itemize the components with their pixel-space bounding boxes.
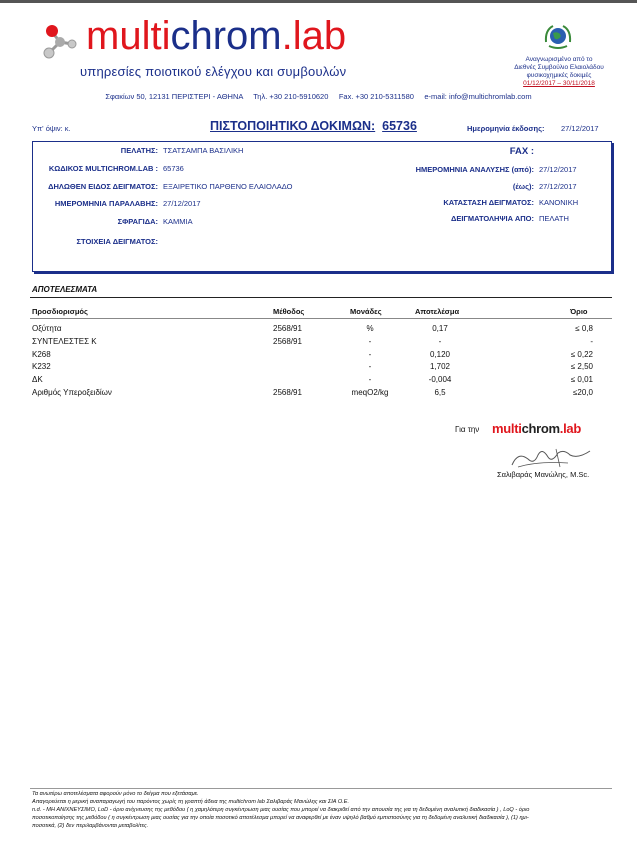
certificate-title-text: ΠΙΣΤΟΠΟΙΗΤΙΚΟ ΔΟΚΙΜΩΝ:	[210, 119, 376, 133]
footer-line: Απαγορεύεται η μερική αναπαραγωγή του παρόντος χωρίς τη γραπτή άδεια της multichrom lab Σαλιβαράς Μανώλης και ΣΙΑ Ο.Ε.	[32, 799, 350, 805]
accreditation-line: φυσικοχημικές δοκιμές	[526, 72, 592, 79]
address-street: Σφακίων 50, 12131 ΠΕΡΙΣΤΕΡΙ - ΑΘΗΝΑ	[105, 92, 243, 101]
accreditation-line: Διεθνές Συμβούλιο Ελαιολάδου	[514, 64, 604, 71]
code-value: 65736	[163, 164, 184, 173]
client-value: ΤΣΑΤΣΑΜΠΑ ΒΑΣΙΛΙΚΗ	[163, 146, 244, 155]
analysis-to-label: (έως):	[512, 182, 534, 191]
cell-result: -0,004	[428, 375, 452, 385]
molecule-logo-icon	[40, 22, 80, 62]
cell-limit: ≤ 2,50	[570, 362, 593, 372]
cell-method: 2568/91	[273, 324, 302, 333]
cell-unit: %	[366, 324, 374, 333]
cell-parameter: ΔΚ	[32, 375, 43, 385]
footer-line: Τα ανωτέρω αποτελέσματα αφορούν μόνο το δείγμα που εξετάσαμε.	[32, 791, 199, 797]
sampling-label: ΔΕΙΓΜΑΤΟΛΗΨΙΑ ΑΠΟ:	[450, 214, 534, 223]
certificate-title	[210, 119, 417, 133]
accreditation-line: Αναγνωρισμένο από το	[525, 56, 593, 63]
signature-brand-logo: multichrom.lab	[492, 421, 581, 436]
cell-parameter: K232	[32, 362, 51, 372]
address-email: e-mail: info@multichromlab.com	[424, 92, 532, 101]
declared-type-label: ΔΗΛΩΘΕΝ ΕΙΔΟΣ ΔΕΙΓΜΑΤΟΣ:	[48, 182, 158, 191]
tagline: υπηρεσίες ποιοτικού ελέγχου και συμβουλών	[80, 64, 347, 79]
cell-unit: -	[368, 362, 372, 372]
cell-limit: ≤ 0,22	[570, 349, 593, 359]
cell-limit: ≤ 0,01	[570, 375, 593, 385]
footer-line: n.d. - ΜΗ ΑΝΙΧΝΕΥΣΙΜΟ, LoD - όριο ανίχνευσης της μεθόδου ( η χαμηλότερη συγκέντρωση μιας ουσίας που μπορεί να διακριθεί από την απουσία της για τη δεδομένη αναλυτική διαδικασία ) , LoQ - όριο	[32, 807, 530, 813]
address-line	[0, 92, 637, 101]
signer-name: Σαλιβαράς Μανώλης, M.Sc.	[497, 470, 590, 479]
results-title: ΑΠΟΤΕΛΕΣΜΑΤΑ	[32, 285, 98, 294]
cell-result: 0,17	[432, 324, 448, 333]
header-unit: Μονάδες	[350, 307, 382, 316]
accreditation-note	[488, 56, 630, 88]
cell-parameter: Οξύτητα	[32, 324, 62, 333]
issue-date: 27/12/2017	[561, 124, 599, 133]
top-border	[0, 0, 637, 3]
issue-date-label: Ημερομηνία έκδοσης:	[467, 124, 545, 133]
header-result: Αποτελέσμα	[415, 307, 460, 316]
footer-line: ποσοτικοποίησης της μεθόδου ( η συγκέντρωση μιας ουσίας για την οποία ποσοτικό αποτέλεσμα μπορεί να αναφερθεί με έναν υψηλό βαθμό εμπιστοσύνης για τη δεδομένη αναλυτική διαδικασία ), (1) ημι-	[32, 815, 529, 821]
results-divider	[30, 297, 612, 298]
cell-unit: -	[368, 349, 372, 359]
cell-method: 2568/91	[273, 388, 302, 397]
cell-limit: ≤ 0,8	[575, 324, 593, 333]
received-date-label: ΗΜΕΡΟΜΗΝΙΑ ΠΑΡΑΛΑΒΗΣ:	[54, 199, 158, 208]
condition-value: ΚΑΝΟΝΙΚΗ	[539, 198, 579, 207]
cell-result: -	[438, 336, 442, 346]
cell-unit: -	[368, 375, 372, 385]
accreditation-period: 01/12/2017 – 30/11/2018	[523, 80, 595, 87]
header-method: Μέθοδος	[273, 307, 305, 316]
brand-logo: multichrom.lab	[86, 14, 347, 58]
footer-line: ποσοτικά, (2) δεν περιλαμβάνονται μεταβολίτες.	[32, 823, 149, 829]
analysis-from-value: 27/12/2017	[539, 165, 577, 174]
header-parameter: Προσδιορισμός	[32, 307, 88, 316]
cell-unit: meqO2/kg	[351, 388, 389, 397]
cell-result: 0,120	[429, 349, 451, 359]
cell-result: 1,702	[429, 362, 451, 372]
address-phone: Τηλ. +30 210-5910620	[253, 92, 329, 101]
client-label: ΠΕΛΑΤΗΣ:	[120, 146, 158, 155]
cell-parameter: ΣΥΝΤΕΛΕΣΤΕΣ Κ	[32, 336, 97, 346]
sampling-value: ΠΕΛΑΤΗ	[539, 214, 569, 223]
cell-result: 6,5	[434, 388, 446, 397]
cell-unit: -	[368, 336, 372, 346]
address-fax: Fax. +30 210-5311580	[338, 92, 414, 101]
code-label: ΚΩΔΙΚΟΣ MULTICHROM.LAB :	[48, 164, 158, 173]
sample-info-label: ΣΤΟΙΧΕΙΑ ΔΕΙΓΜΑΤΟΣ:	[76, 237, 158, 246]
certificate-number: 65736	[382, 119, 417, 133]
cell-limit: -	[590, 336, 593, 346]
received-date-value: 27/12/2017	[163, 199, 201, 208]
analysis-from-label: ΗΜΕΡΟΜΗΝΙΑ ΑΝΑΛΥΣΗΣ (από):	[415, 165, 534, 174]
cell-limit: ≤20,0	[573, 388, 593, 397]
ioc-globe-icon	[543, 22, 573, 52]
fax-label: FAX :	[509, 146, 534, 157]
attention-label: Υπ' όψιν: κ.	[32, 124, 71, 133]
cell-parameter: K268	[32, 349, 51, 359]
seal-value: ΚΑΜΜΙΑ	[163, 217, 193, 226]
cell-method: 2568/91	[273, 336, 302, 346]
seal-label: ΣΦΡΑΓΙΔΑ:	[117, 217, 158, 226]
header-divider	[30, 318, 612, 319]
condition-label: ΚΑΤΑΣΤΑΣΗ ΔΕΙΓΜΑΤΟΣ:	[443, 198, 534, 207]
handwritten-signature	[508, 445, 594, 471]
header-limit: Όριο	[570, 307, 588, 316]
for-label: Για την	[455, 425, 480, 434]
declared-type-value: ΕΞΑΙΡΕΤΙΚΟ ΠΑΡΘΕΝΟ ΕΛΑΙΟΛΑΔΟ	[163, 182, 293, 191]
analysis-to-value: 27/12/2017	[539, 182, 577, 191]
cell-parameter: Αριθμός Υπεροξειδίων	[32, 388, 112, 397]
footer-divider	[30, 788, 612, 789]
